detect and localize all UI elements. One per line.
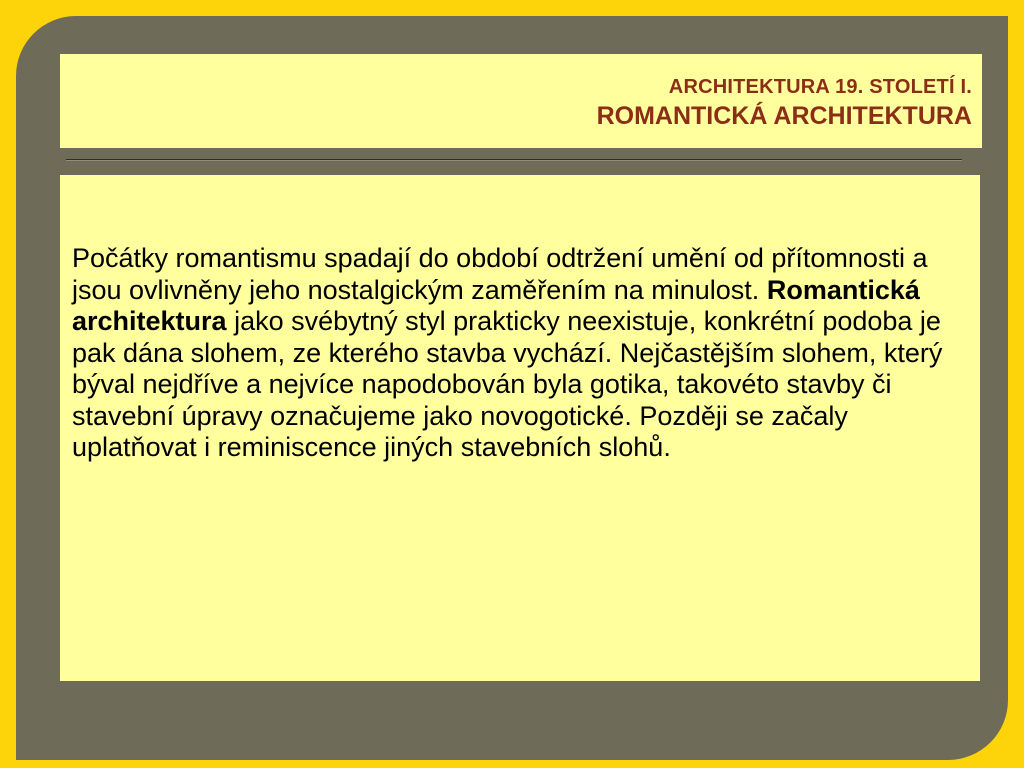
body-bold-term: Romantická architektura: [72, 274, 920, 336]
body-paragraph: [72, 243, 950, 464]
slide-title-line2: ROMANTICKÁ ARCHITEKTURA: [596, 102, 972, 130]
title-divider: [66, 159, 962, 161]
body-text-rest: jako svébytný styl prakticky neexistuje, konkrétní podoba je pak dána slohem, ze kterého stavba vychází. Nejčastějším slohem, který býval nejdříve a nejvíce napodobován byla gotika, takovéto stavby či stavební úpravy označujeme jako novogotické. Později se začaly uplatňovat i reminiscence jiných stavebních slohů.: [72, 306, 943, 462]
body-text-intro: Počátky romantismu spadají do období odtržení umění od přítomnosti a jsou ovlivněny jeho nostalgickým zaměřením na minulost.: [72, 243, 928, 305]
slide-title-line1: ARCHITEKTURA 19. STOLETÍ I.: [668, 76, 972, 98]
content-panel: [60, 175, 980, 681]
title-panel: [60, 54, 982, 148]
